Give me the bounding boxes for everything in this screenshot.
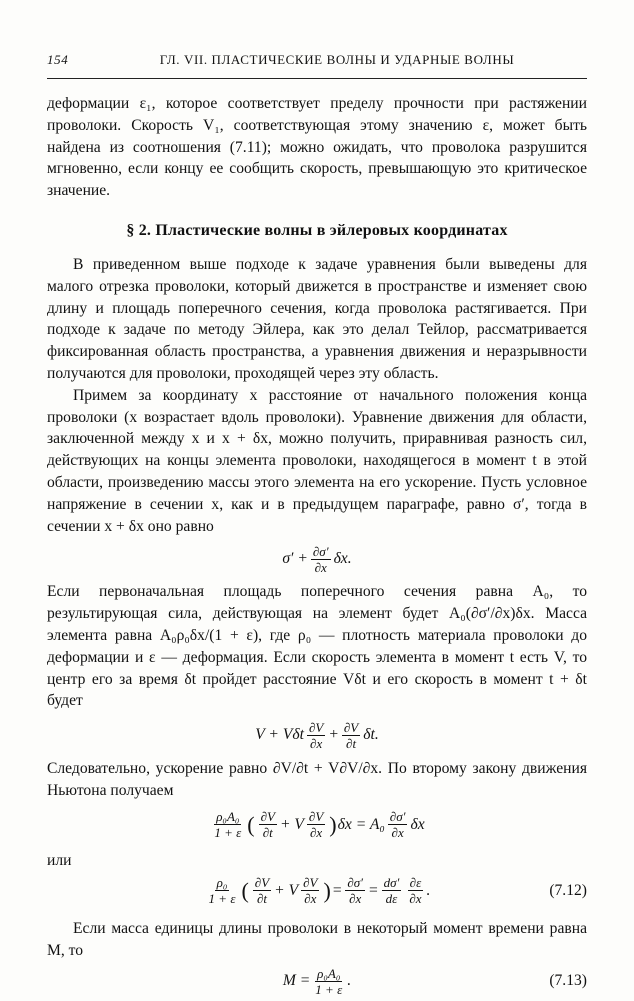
paragraph-2: В приведенном выше подходе к задаче уравнения были выведены для малого отрезка проволоки, который движется в пространстве и изменяет свою длину и площадь поперечного сечения, когда проволока растягивается. При подходе к задаче по методу Эйлера, как это делал Тейлор, рассматривается фиксированная область пространства, а уравнения движения и неразрывности получаются для проволоки, проходящей через эту область.: [47, 255, 587, 382]
eq-newton-end: δx: [410, 815, 425, 833]
eq-vel-b: δt.: [363, 726, 379, 744]
equation-number-7-12: (7.12): [549, 881, 587, 899]
eq-vel-plus: +: [328, 726, 339, 744]
eq-newton-den2: ∂x: [310, 825, 323, 841]
equation-number-7-13: (7.13): [549, 972, 587, 990]
eq712-den3: ∂x: [349, 891, 362, 907]
eq-sigma-den: ∂x: [314, 559, 327, 575]
eq-newton-frac0: [212, 809, 243, 840]
equation-velocity: [47, 712, 587, 758]
eq712-den2: ∂x: [304, 891, 317, 907]
eq712-den0: 1 + ε: [208, 891, 236, 907]
eq713-den: 1 + ε: [315, 981, 343, 997]
eq-sigma-fraction: [311, 544, 331, 575]
word-ili: или: [47, 851, 72, 869]
eq-newton-den3: ∂x: [391, 825, 404, 841]
eq-newton-frac3: [388, 809, 408, 840]
eq712-mid: + V: [274, 881, 299, 899]
paragraph-6: Если масса единицы длины проволоки в некоторый момент времени равна M, то: [47, 919, 587, 959]
eq712-frac3: [345, 875, 365, 906]
eq-vel-frac2: [342, 720, 360, 751]
eq-sigma-num: ∂σ′: [312, 543, 329, 559]
paragraph-1: деформации ε₁, которое соответствует пределу прочности при растяжении проволоки. Скорость V₁, соответствующая этому значению ε, может быть найдена из соотношения (7.11); можно ожидать, что проволока разрушится мгновенно, если концу ее сообщить скорость, превышающую это критическое значение.: [47, 95, 587, 200]
paragraph-5: Следовательно, ускорение равно ∂V/∂t + V∂V/∂x. По второму закону движения Ньютона получаем: [47, 760, 587, 799]
eq-vel-num2: ∂V: [343, 719, 359, 735]
equation-7-13: [47, 961, 587, 1001]
eq713-lhs: M =: [282, 972, 311, 990]
book-page: [47, 52, 587, 997]
equation-7-12: [47, 870, 587, 912]
eq-vel-a: V + Vδt: [255, 726, 304, 744]
paragraph-4: Если первоначальная площадь поперечного сечения равна A₀, то результирующая сила, действующая на элемент будет A₀(∂σ′/∂x)δx. Масса элемента равна A₀ρ₀δx/(1 + ε), где ρ₀ — плотность материала проволоки до деформации и ε — деформация. Если скорость элемента в момент t есть V, то центр его за время δt пройдет расстояние Vδt и его скорость в момент t + δt будет: [47, 583, 587, 710]
equation-sigma: [47, 537, 587, 581]
eq712-end: .: [426, 881, 431, 899]
eq712-frac5: [407, 875, 423, 906]
eq-vel-frac1: [307, 720, 325, 751]
eq713-frac: [313, 966, 344, 997]
eq-newton-frac2: [307, 809, 325, 840]
eq712-den1: ∂t: [256, 891, 267, 907]
eq-newton-den0: 1 + ε: [214, 825, 242, 841]
eq712-frac4: [382, 875, 402, 906]
eq713-num: ρ₀A₀: [317, 965, 341, 981]
eq712-frac1: [253, 875, 271, 906]
eq-newton-num3: ∂σ′: [389, 809, 406, 825]
eq712-num2: ∂V: [303, 875, 318, 891]
eq712-open: (: [241, 877, 249, 903]
eq712-eq2: =: [368, 881, 379, 899]
running-title: ГЛ. VII. ПЛАСТИЧЕСКИЕ ВОЛНЫ И УДАРНЫЕ ВОЛНЫ: [159, 52, 515, 67]
eq-newton-rhs: δx = A₀: [337, 815, 385, 833]
eq712-frac0: [207, 875, 238, 906]
eq712-num5: ∂ε: [409, 875, 422, 891]
eq-newton-frac1: [259, 809, 277, 840]
eq712-eq1: =: [331, 881, 343, 899]
eq-vel-den1: ∂x: [310, 735, 323, 751]
eq-newton-open: (: [247, 811, 255, 837]
eq713-end: .: [347, 972, 352, 990]
eq712-close: ): [323, 877, 331, 903]
eq-sigma-lhs: σ′ +: [282, 550, 308, 568]
eq712-num4: dσ′: [383, 875, 400, 891]
eq-newton-num2: ∂V: [308, 809, 324, 825]
eq-newton-den1: ∂t: [262, 825, 273, 841]
equation-newton: [47, 802, 587, 848]
eq712-num3: ∂σ′: [347, 875, 364, 891]
eq-vel-num1: ∂V: [308, 719, 324, 735]
eq712-frac2: [301, 875, 319, 906]
eq712-den4: dε: [385, 891, 398, 907]
section-title: § 2. Пластические волны в эйлеровых координатах: [126, 221, 508, 239]
eq712-den5: ∂x: [409, 891, 422, 907]
eq-newton-mid: + V: [279, 815, 304, 833]
eq712-num1: ∂V: [254, 875, 270, 891]
eq-newton-close: ): [329, 811, 337, 837]
paragraph-3: Примем за координату x расстояние от начального положения конца проволоки (x возрастает вдоль проволоки). Уравнение движения для области, заключенной между x и x + δx, можно получить, приравнивая разность сил, действующих на концы элемента проволоки, находящегося в момент t в этой области, произведению массы этого элемента на его ускорение. Пусть условное напряжение в сечении x, как и в предыдущем параграфе, равно σ′, тогда в сечении x + δx оно равно: [47, 386, 587, 535]
eq-sigma-rhs: δx.: [333, 550, 352, 568]
eq-vel-den2: ∂t: [346, 735, 357, 751]
eq-newton-num0: ρ₀A₀: [216, 809, 240, 825]
eq-newton-num1: ∂V: [260, 809, 275, 825]
running-header: [47, 52, 587, 79]
eq712-num0: ρ₀: [216, 875, 228, 891]
page-number: 154: [47, 52, 69, 67]
